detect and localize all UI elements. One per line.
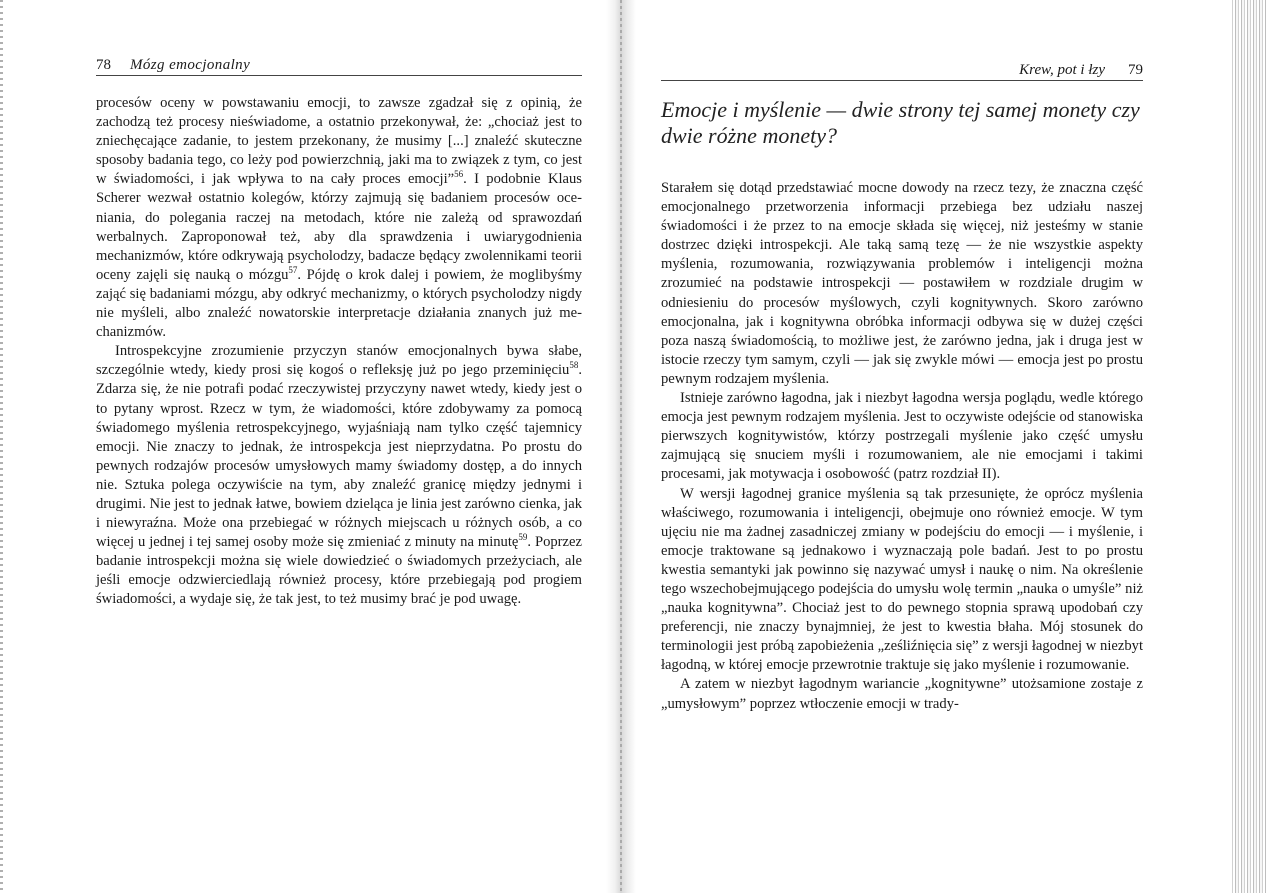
running-title-right: Krew, pot i łzy: [1019, 62, 1105, 78]
left-running-head: [96, 55, 582, 76]
paragraph: [96, 94, 582, 342]
left-page: [96, 55, 582, 610]
right-running-head: [661, 60, 1143, 81]
paragraph-text: Istnieje zarówno łagodna, jak i niezbyt łagodna wersja poglądu, wedle którego emocja jest pewnym rodzajem myślenia. Jest to oczywiste odejście od stanowiska pierwszych kognitywistów, którzy postrzegali myślenie jako część umysłu zajmującą się snuciem myśli i rozumowaniem, ale nie emocjami i takimi procesami, jak motywacja i osobowość (patrz rozdział II).: [661, 390, 1143, 483]
gutter-shadow: [620, 0, 622, 893]
paragraph: [661, 675, 1143, 713]
left-body-text: [96, 94, 582, 610]
page-number-right: 79: [1128, 62, 1143, 78]
paragraph-text: . I podobnie Klaus Scherer wezwał ostatnio kolegów, którzy zajmują się badaniem procesów oceniania, do polegania raczej na metodach, które nie zależą od sprawozdań werbalnych. Zaproponował też, aby dla sprawdzenia i uwiarygodnienia mechanizmów, które odkrywają psycholodzy, badacze będący zwolennikami teorii oceny zajęli się nauką o mózgu: [96, 171, 582, 283]
paragraph-text: Introspekcyjne zrozumienie przyczyn stanów emocjonalnych bywa słabe, szczególnie wtedy, kiedy prosi się kogoś o refleksję już po jego przeminięciu: [96, 343, 582, 379]
footnote-marker: 56: [454, 169, 464, 180]
right-body-text: [661, 179, 1143, 714]
paragraph-text: procesów oceny w powstawaniu emocji, to zawsze zgadzał się z opinią, że zachodzą też procesy nieświadome, a ostatnio przekonywał, że: „chociaż jest to zniechęcające zadanie, to jestem przekonany, że musimy [...] znaleźć skuteczne sposoby badania tego, co leży pod powierzchnią, jaki ma to związek z tym, co jest w świadomości, i jak wpływa to na cały proces emocji”: [96, 95, 582, 188]
footnote-marker: 59: [518, 532, 528, 543]
paragraph: [96, 342, 582, 609]
paragraph: [661, 485, 1143, 676]
scan-edge-right: [1232, 0, 1266, 893]
right-page: [661, 60, 1143, 714]
paragraph-text: . Zdarza się, że nie potrafi podać rzeczywistej przyczyny nawet wtedy, kiedy jest o to pytany wprost. Rzecz w tym, że wiadomości, które zdobywamy za pomocą świadomego myślenia retrospekcyjnego, wyjaśniają nam tylko część tajemnicy emocji. Nie znaczy to jednak, że introspekcja jest nieprzydatna. Po prostu do pewnych rodzajów procesów umysłowych mamy świadomy dostęp, a do innych nie. Sztuka polega oczywiście na tym, aby znaleźć granicę między jednymi i drugimi. Nie jest to jednak łatwe, bowiem dzieląca je linia jest zarówno cienka, jak i niewyraźna. Może ona przebiegać w różnych miejscach u różnych osób, a co więcej u jednej i tej samej osoby może się zmieniać z minuty na minutę: [96, 362, 582, 551]
paragraph-text: . Poprzez badanie introspekcji można się wiele dowiedzieć o świadomych przeżyciach, ale jeśli emocje odzwierciedlają również procesy, które przebiegają pod progiem świadomości, a wydaje się, że tak jest, to też musimy brać je pod uwagę.: [96, 534, 582, 608]
paragraph-text: W wersji łagodnej granice myślenia są tak przesunięte, że oprócz myślenia właściwego, rozumowania i inteligencji, obejmuje ono również emocje. W tym ujęciu nie ma żadnej zasadniczej zmiany w podejściu do emocji — i myślenie, i emocje traktowane są jednakowo i wyznaczają pole badań. Jest to po prostu kwestia semantyki jak powinno się nazywać umysł i naukę o nim. Na określenie tego wszechobejmującego podejścia do umysłu wolę termin „nauka o umyśle” niż „nauka kognitywna”. Chociaż jest to do pewnego stopnia sprawą upodobań czy preferencji, nie znaczy bynajmniej, że jest to kwestia błaha. Mój stosunek do terminologii jest próbą zapobieżenia „ześliźnięcia się” z wersji łagodnej w niezbyt łagodną, w której emocje przewrotnie traktuje się jako myślenie i rozumowanie.: [661, 485, 1143, 674]
running-title-left: Mózg emocjonalny: [130, 57, 251, 73]
scan-edge-left: [0, 0, 3, 893]
page-number-left: 78: [96, 57, 111, 73]
section-title: Emocje i myślenie — dwie strony tej samej monety czy dwie różne monety?: [661, 97, 1140, 148]
paragraph-text: A zatem w niezbyt łagodnym wariancie „kognitywne” utożsamione zostaje z „umysłowym” poprzez wtłoczenie emocji w trady-: [661, 676, 1143, 712]
paragraph: [661, 179, 1143, 389]
footnote-marker: 57: [288, 264, 298, 275]
paragraph-text: . Pójdę o krok dalej i powiem, że moglibyśmy zająć się badaniami mózgu, aby odkryć mechanizmy, o których psycholodzy nigdy nie myśleli, albo znaleźć nowatorskie interpretacje działania znanych już mechanizmów.: [96, 266, 583, 341]
paragraph-text: Starałem się dotąd przedstawiać mocne dowody na rzecz tezy, że znaczna część emocjonalnego przetworzenia informacji przebiega bez udziału naszej świadomości i że przez to na emocje składa się więcej, niż jesteśmy w stanie dostrzec dzięki introspekcji. Ale taką samą tezę — że nie wszystkie aspekty myślenia, rozumowania, rozwiązywania problemów i inteligencji można zrozumieć na podstawie introspekcji — postawiłem w rozdziale drugim w odniesieniu do procesów myślowych, czyli kognitywnych. Skoro zarówno emocjonalna, jak i kognitywna obróbka informacji odbywa się w dużej części poza naszą świadomością, to możliwe jest, że zarówno jedna, jak i druga jest w istocie rzeczy tym samym, czyli — jak się zwykle mówi — emocja jest po prostu pewnym rodzajem myślenia.: [661, 180, 1143, 387]
paragraph: [661, 389, 1143, 484]
footnote-marker: 58: [569, 360, 579, 371]
